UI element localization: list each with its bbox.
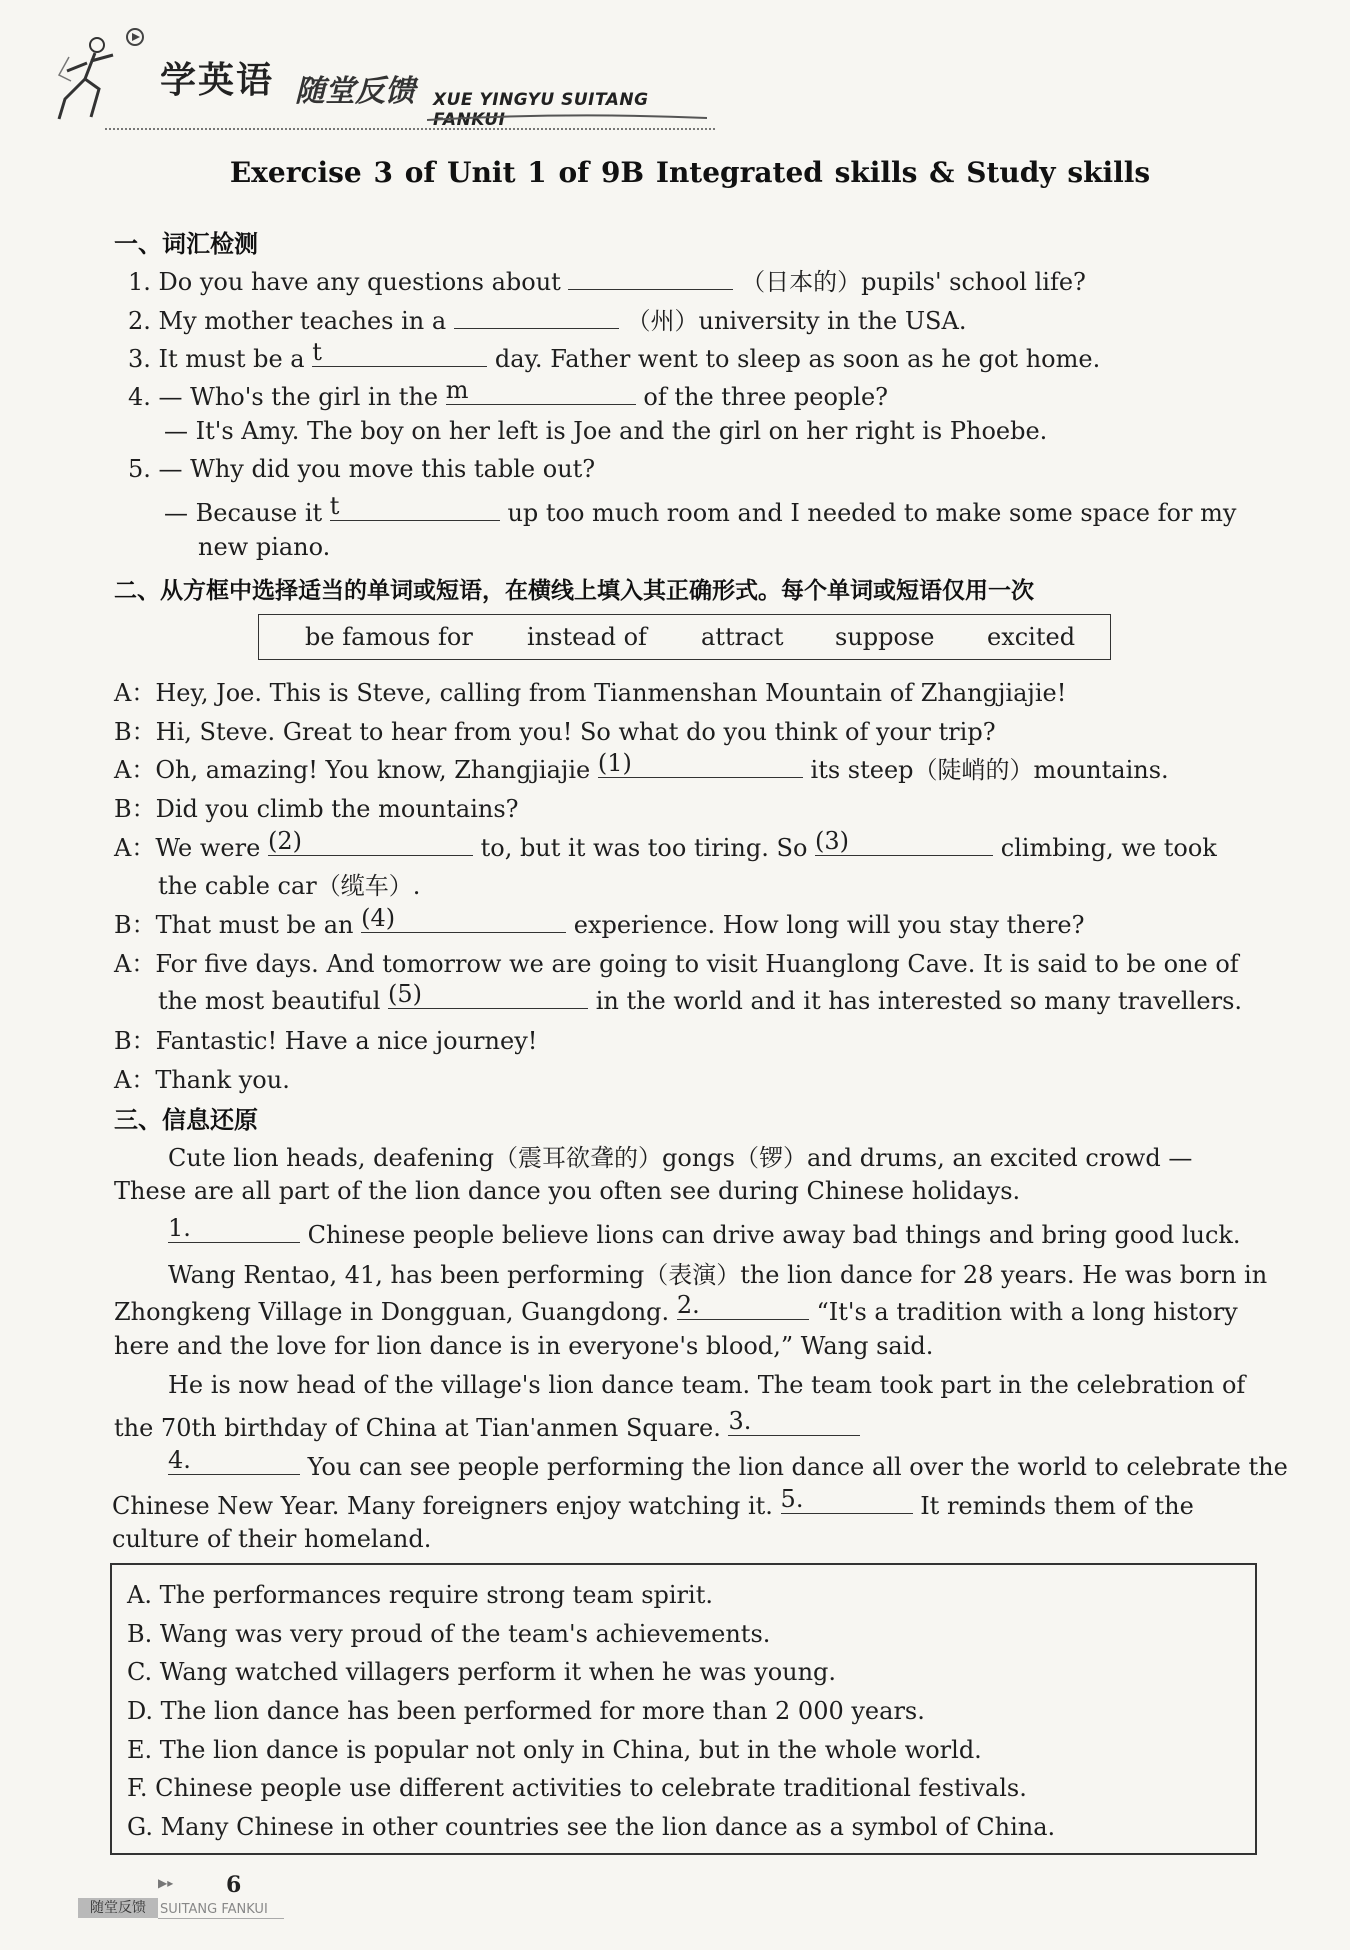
option-c: C. Wang watched villagers perform it when he was young. xyxy=(127,1658,837,1686)
exercise-title: Exercise 3 of Unit 1 of 9B Integrated skills & Study skills xyxy=(229,156,1151,189)
footer-rule xyxy=(158,1918,284,1919)
dialogue-line: the cable car（缆车）. xyxy=(158,872,421,900)
dialogue-line: B：Fantastic! Have a nice journey! xyxy=(114,1027,538,1055)
vocab-item-2: 2. My mother teaches in a （州）university in the USA. xyxy=(128,301,966,336)
word-bank-item: suppose xyxy=(835,623,935,651)
option-f: F. Chinese people use different activities to celebrate traditional festivals. xyxy=(127,1774,1027,1802)
word-bank-item: instead of xyxy=(527,623,647,651)
page-number: 6 xyxy=(226,1872,242,1898)
option-d: D. The lion dance has been performed for more than 2 000 years. xyxy=(127,1697,925,1725)
dialogue-line: A：Thank you. xyxy=(114,1066,290,1094)
section2-heading: 二、从方框中选择适当的单词或短语，在横线上填入其正确形式。每个单词或短语仅用一次 xyxy=(114,578,1034,604)
passage-line: Zhongkeng Village in Dongguan, Guangdong. 2. “It's a tradition with a long history xyxy=(114,1291,1238,1326)
answer-blank[interactable]: t xyxy=(330,494,500,521)
footer-en: SUITANG FANKUI xyxy=(160,1902,268,1917)
passage-line: He is now head of the village's lion dance team. The team took part in the celebration of xyxy=(168,1371,1246,1399)
passage-blank-2[interactable]: 2. xyxy=(677,1293,809,1320)
dialogue-line: B：Did you climb the mountains? xyxy=(114,795,519,823)
brand-cn: 学英语 xyxy=(160,60,275,101)
word-bank-item: attract xyxy=(701,623,784,651)
passage-line: These are all part of the lion dance you often see during Chinese holidays. xyxy=(114,1177,1021,1205)
passage-line: Chinese New Year. Many foreigners enjoy watching it. 5. It reminds them of the xyxy=(112,1485,1194,1520)
passage-line: Wang Rentao, 41, has been performing（表演）the lion dance for 28 years. He was born in xyxy=(168,1261,1268,1289)
passage-blank-3[interactable]: 3. xyxy=(728,1409,860,1436)
dialogue-line: A：Oh, amazing! You know, Zhangjiajie (1) its steep（陡峭的）mountains. xyxy=(114,749,1169,784)
answer-blank-3[interactable]: (3) xyxy=(815,829,993,856)
answer-blank-4[interactable]: (4) xyxy=(361,906,566,933)
section1-heading: 一、词汇检测 xyxy=(114,230,258,258)
answer-blank[interactable]: t xyxy=(312,340,487,367)
word-bank-box xyxy=(258,614,1111,660)
passage-line: 4. You can see people performing the lion dance all over the world to celebrate the xyxy=(168,1446,1288,1481)
footer-arrow-icon: ▶▸ xyxy=(158,1876,174,1890)
passage-line: here and the love for lion dance is in everyone's blood,” Wang said. xyxy=(114,1332,934,1360)
dialogue-line: A：For five days. And tomorrow we are going to visit Huanglong Cave. It is said to be one of xyxy=(114,950,1239,978)
answer-blank-5[interactable]: (5) xyxy=(388,982,588,1009)
vocab-item-5-reply-cont: new piano. xyxy=(198,533,331,561)
vocab-item-5-reply: — Because it t up too much room and I needed to make some space for my xyxy=(164,492,1237,527)
dialogue-line: A：We were (2) to, but it was too tiring. So (3) climbing, we took xyxy=(114,827,1217,862)
option-a: A. The performances require strong team spirit. xyxy=(127,1581,713,1609)
dialogue-line: the most beautiful (5) in the world and it has interested so many travellers. xyxy=(158,980,1243,1015)
passage-line: culture of their homeland. xyxy=(112,1525,432,1553)
brand-cn-subtitle: 随堂反馈 xyxy=(295,74,415,109)
passage-blank-5[interactable]: 5. xyxy=(781,1487,913,1514)
option-b: B. Wang was very proud of the team's achievements. xyxy=(127,1620,771,1648)
dialogue-line: A：Hey, Joe. This is Steve, calling from Tianmenshan Mountain of Zhangjiajie! xyxy=(114,679,1067,707)
dialogue-line: B：That must be an (4) experience. How long will you stay there? xyxy=(114,904,1085,939)
passage-line: 1. Chinese people believe lions can drive away bad things and bring good luck. xyxy=(168,1214,1241,1249)
footer-badge: 随堂反馈 xyxy=(78,1898,158,1918)
passage-line: Cute lion heads, deafening（震耳欲聋的）gongs（锣）and drums, an excited crowd — xyxy=(168,1144,1193,1172)
word-bank-item: excited xyxy=(987,623,1076,651)
header xyxy=(55,22,675,130)
word-bank-item: be famous for xyxy=(305,623,473,651)
dialogue-line: B：Hi, Steve. Great to hear from you! So what do you think of your trip? xyxy=(114,718,996,746)
answer-blank[interactable] xyxy=(454,302,619,329)
answer-blank-2[interactable]: (2) xyxy=(268,829,473,856)
vocab-item-4-reply: — It's Amy. The boy on her left is Joe and the girl on her right is Phoebe. xyxy=(164,417,1048,445)
option-g: G. Many Chinese in other countries see the lion dance as a symbol of China. xyxy=(127,1813,1056,1841)
header-dotted-rule xyxy=(105,128,715,130)
answer-blank[interactable]: m xyxy=(446,378,636,405)
vocab-item-3: 3. It must be a t day. Father went to sleep as soon as he got home. xyxy=(128,338,1101,373)
runner-logo-icon xyxy=(55,27,145,127)
option-e: E. The lion dance is popular not only in China, but in the whole world. xyxy=(127,1736,982,1764)
vocab-item-5: 5. — Why did you move this table out? xyxy=(128,455,596,483)
passage-blank-1[interactable]: 1. xyxy=(168,1216,300,1243)
passage-blank-4[interactable]: 4. xyxy=(168,1448,300,1475)
vocab-item-1: 1. Do you have any questions about （日本的）pupils' school life? xyxy=(128,262,1086,297)
answer-blank[interactable] xyxy=(568,263,733,290)
answer-blank-1[interactable]: (1) xyxy=(598,751,803,778)
options-box xyxy=(110,1563,1257,1855)
header-swoosh xyxy=(427,114,707,124)
section3-heading: 三、信息还原 xyxy=(114,1106,258,1134)
brand-en: XUE YINGYU SUITANG FANKUI xyxy=(433,90,649,130)
passage-line: the 70th birthday of China at Tian'anmen Square. 3. xyxy=(114,1409,860,1442)
vocab-item-4: 4. — Who's the girl in the m of the three people? xyxy=(128,376,889,411)
